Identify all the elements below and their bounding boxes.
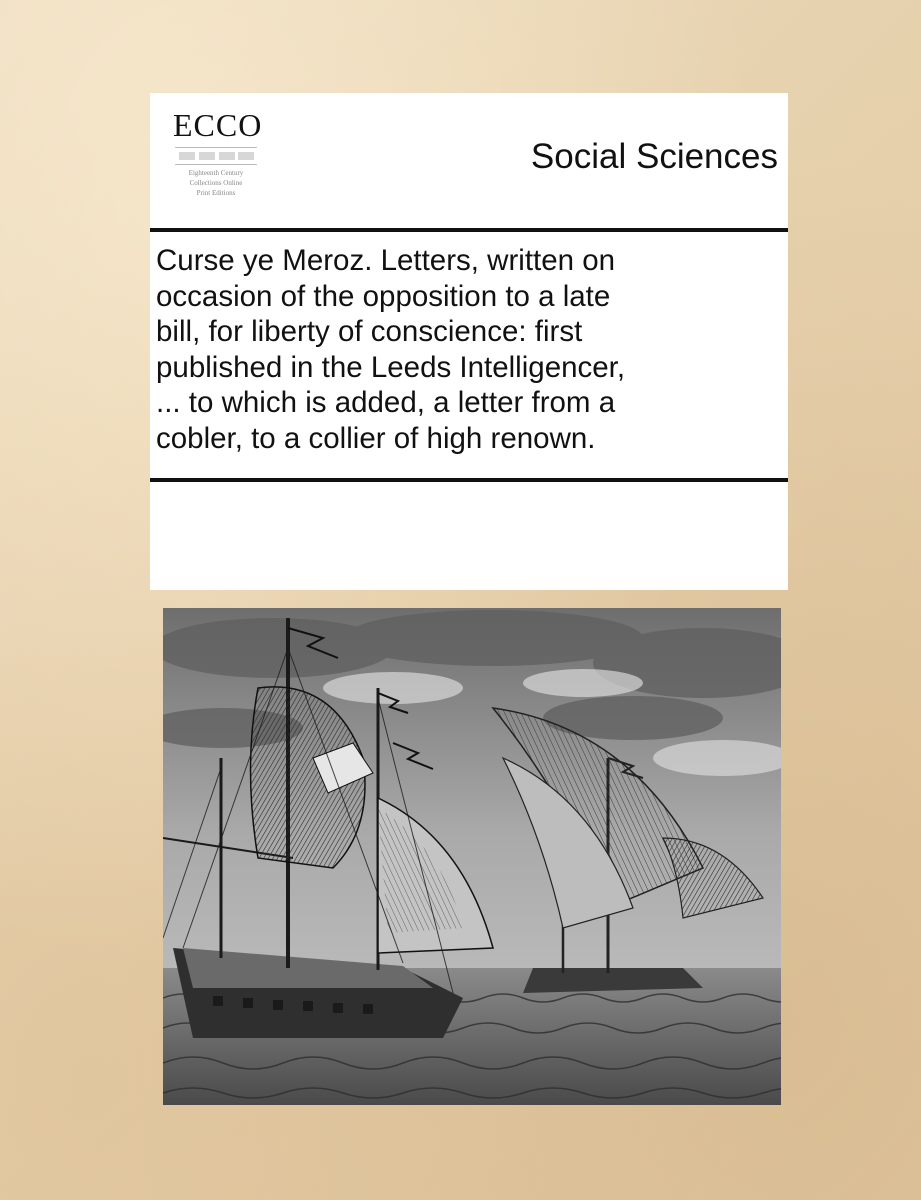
series-label: Social Sciences (530, 137, 778, 176)
logo-line-2: Collections Online (189, 179, 243, 187)
logo-line-3: Print Editions (196, 189, 236, 197)
title-panel (150, 93, 788, 590)
top-rule (150, 228, 788, 232)
title-line: occasion of the opposition to a late (156, 279, 611, 313)
ship-engraving (163, 608, 781, 1105)
title-line: published in the Leeds Intelligencer, (156, 350, 626, 384)
title-line: bill, for liberty of conscience: first (156, 315, 583, 348)
book-title (156, 243, 784, 456)
logo-ornament (175, 147, 257, 165)
ecco-logo-mark: ECCO (173, 107, 263, 143)
title-line: ... to which is added, a letter from a (156, 386, 616, 419)
title-line: Curse ye Meroz. Letters, written on (156, 244, 616, 277)
title-line: cobler, to a collier of high renown. (156, 421, 596, 455)
ecco-logo (170, 105, 262, 213)
logo-line-1: Eighteenth Century (188, 169, 244, 177)
bottom-rule (150, 478, 788, 482)
